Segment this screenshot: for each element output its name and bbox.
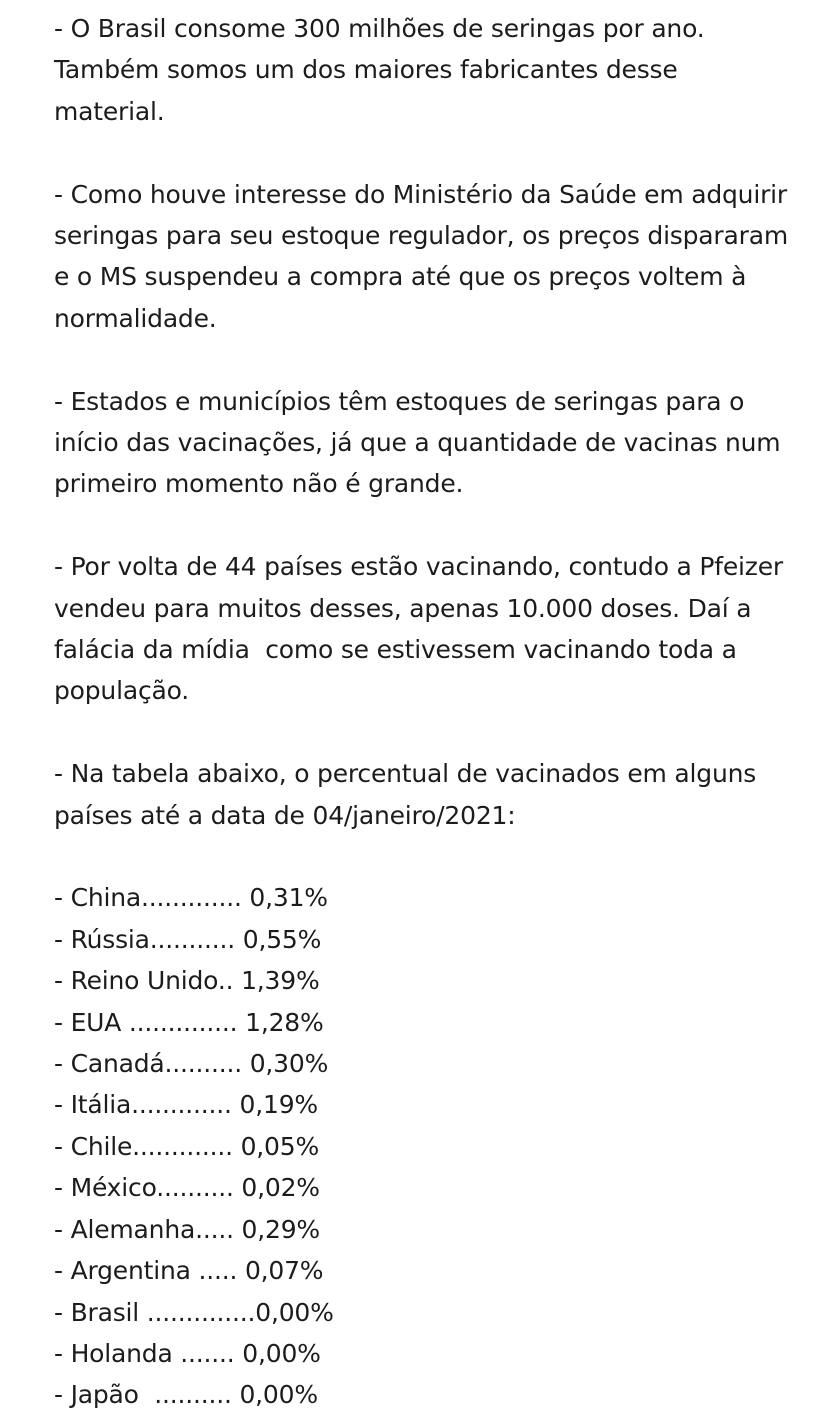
list-item: - Reino Unido.. 1,39% bbox=[54, 966, 320, 996]
paragraph-estados-municipios: - Estados e municípios têm estoques de seringas para o início das vacinações, já que a quantidade de vacinas num primeiro momento não é grande. bbox=[54, 386, 789, 499]
list-item: - México.......... 0,02% bbox=[54, 1173, 320, 1203]
list-item: - Itália............. 0,19% bbox=[54, 1090, 318, 1120]
paragraph-ministerio-saude: - Como houve interesse do Ministério da Saúde em adquirir seringas para seu estoque regulador, os preços dispararam e o MS suspendeu a compra até que os preços voltem à normalidade. bbox=[54, 179, 796, 333]
list-item: - China............. 0,31% bbox=[54, 883, 328, 913]
paragraph-tabela-intro: - Na tabela abaixo, o percentual de vacinados em alguns países até a data de 04/janeiro/2021: bbox=[54, 759, 764, 830]
list-item: - Holanda ....... 0,00% bbox=[54, 1338, 321, 1368]
list-item: - Rússia........... 0,55% bbox=[54, 924, 322, 954]
vaccination-percent-list bbox=[54, 877, 794, 1415]
list-item: - Alemanha..... 0,29% bbox=[54, 1214, 320, 1244]
list-item: - Japão .......... 0,00% bbox=[54, 1380, 318, 1410]
paragraph-seringas-consumo: - O Brasil consome 300 milhões de seringas por ano. Também somos um dos maiores fabricantes desse material. bbox=[54, 14, 713, 126]
list-item: - Argentina ..... 0,07% bbox=[54, 1256, 324, 1286]
note-body bbox=[54, 8, 794, 1416]
paragraph-paises-vacinando: - Por volta de 44 países estão vacinando, contudo a Pfeizer vendeu para muitos desses, apenas 10.000 doses. Daí a falácia da mídia como se estivessem vacinando toda a população. bbox=[54, 552, 791, 706]
list-item: - Chile............. 0,05% bbox=[54, 1131, 320, 1161]
list-item: - EUA .............. 1,28% bbox=[54, 1007, 324, 1037]
list-item: - Canadá.......... 0,30% bbox=[54, 1049, 329, 1079]
list-item: - Brasil ..............0,00% bbox=[54, 1297, 334, 1327]
